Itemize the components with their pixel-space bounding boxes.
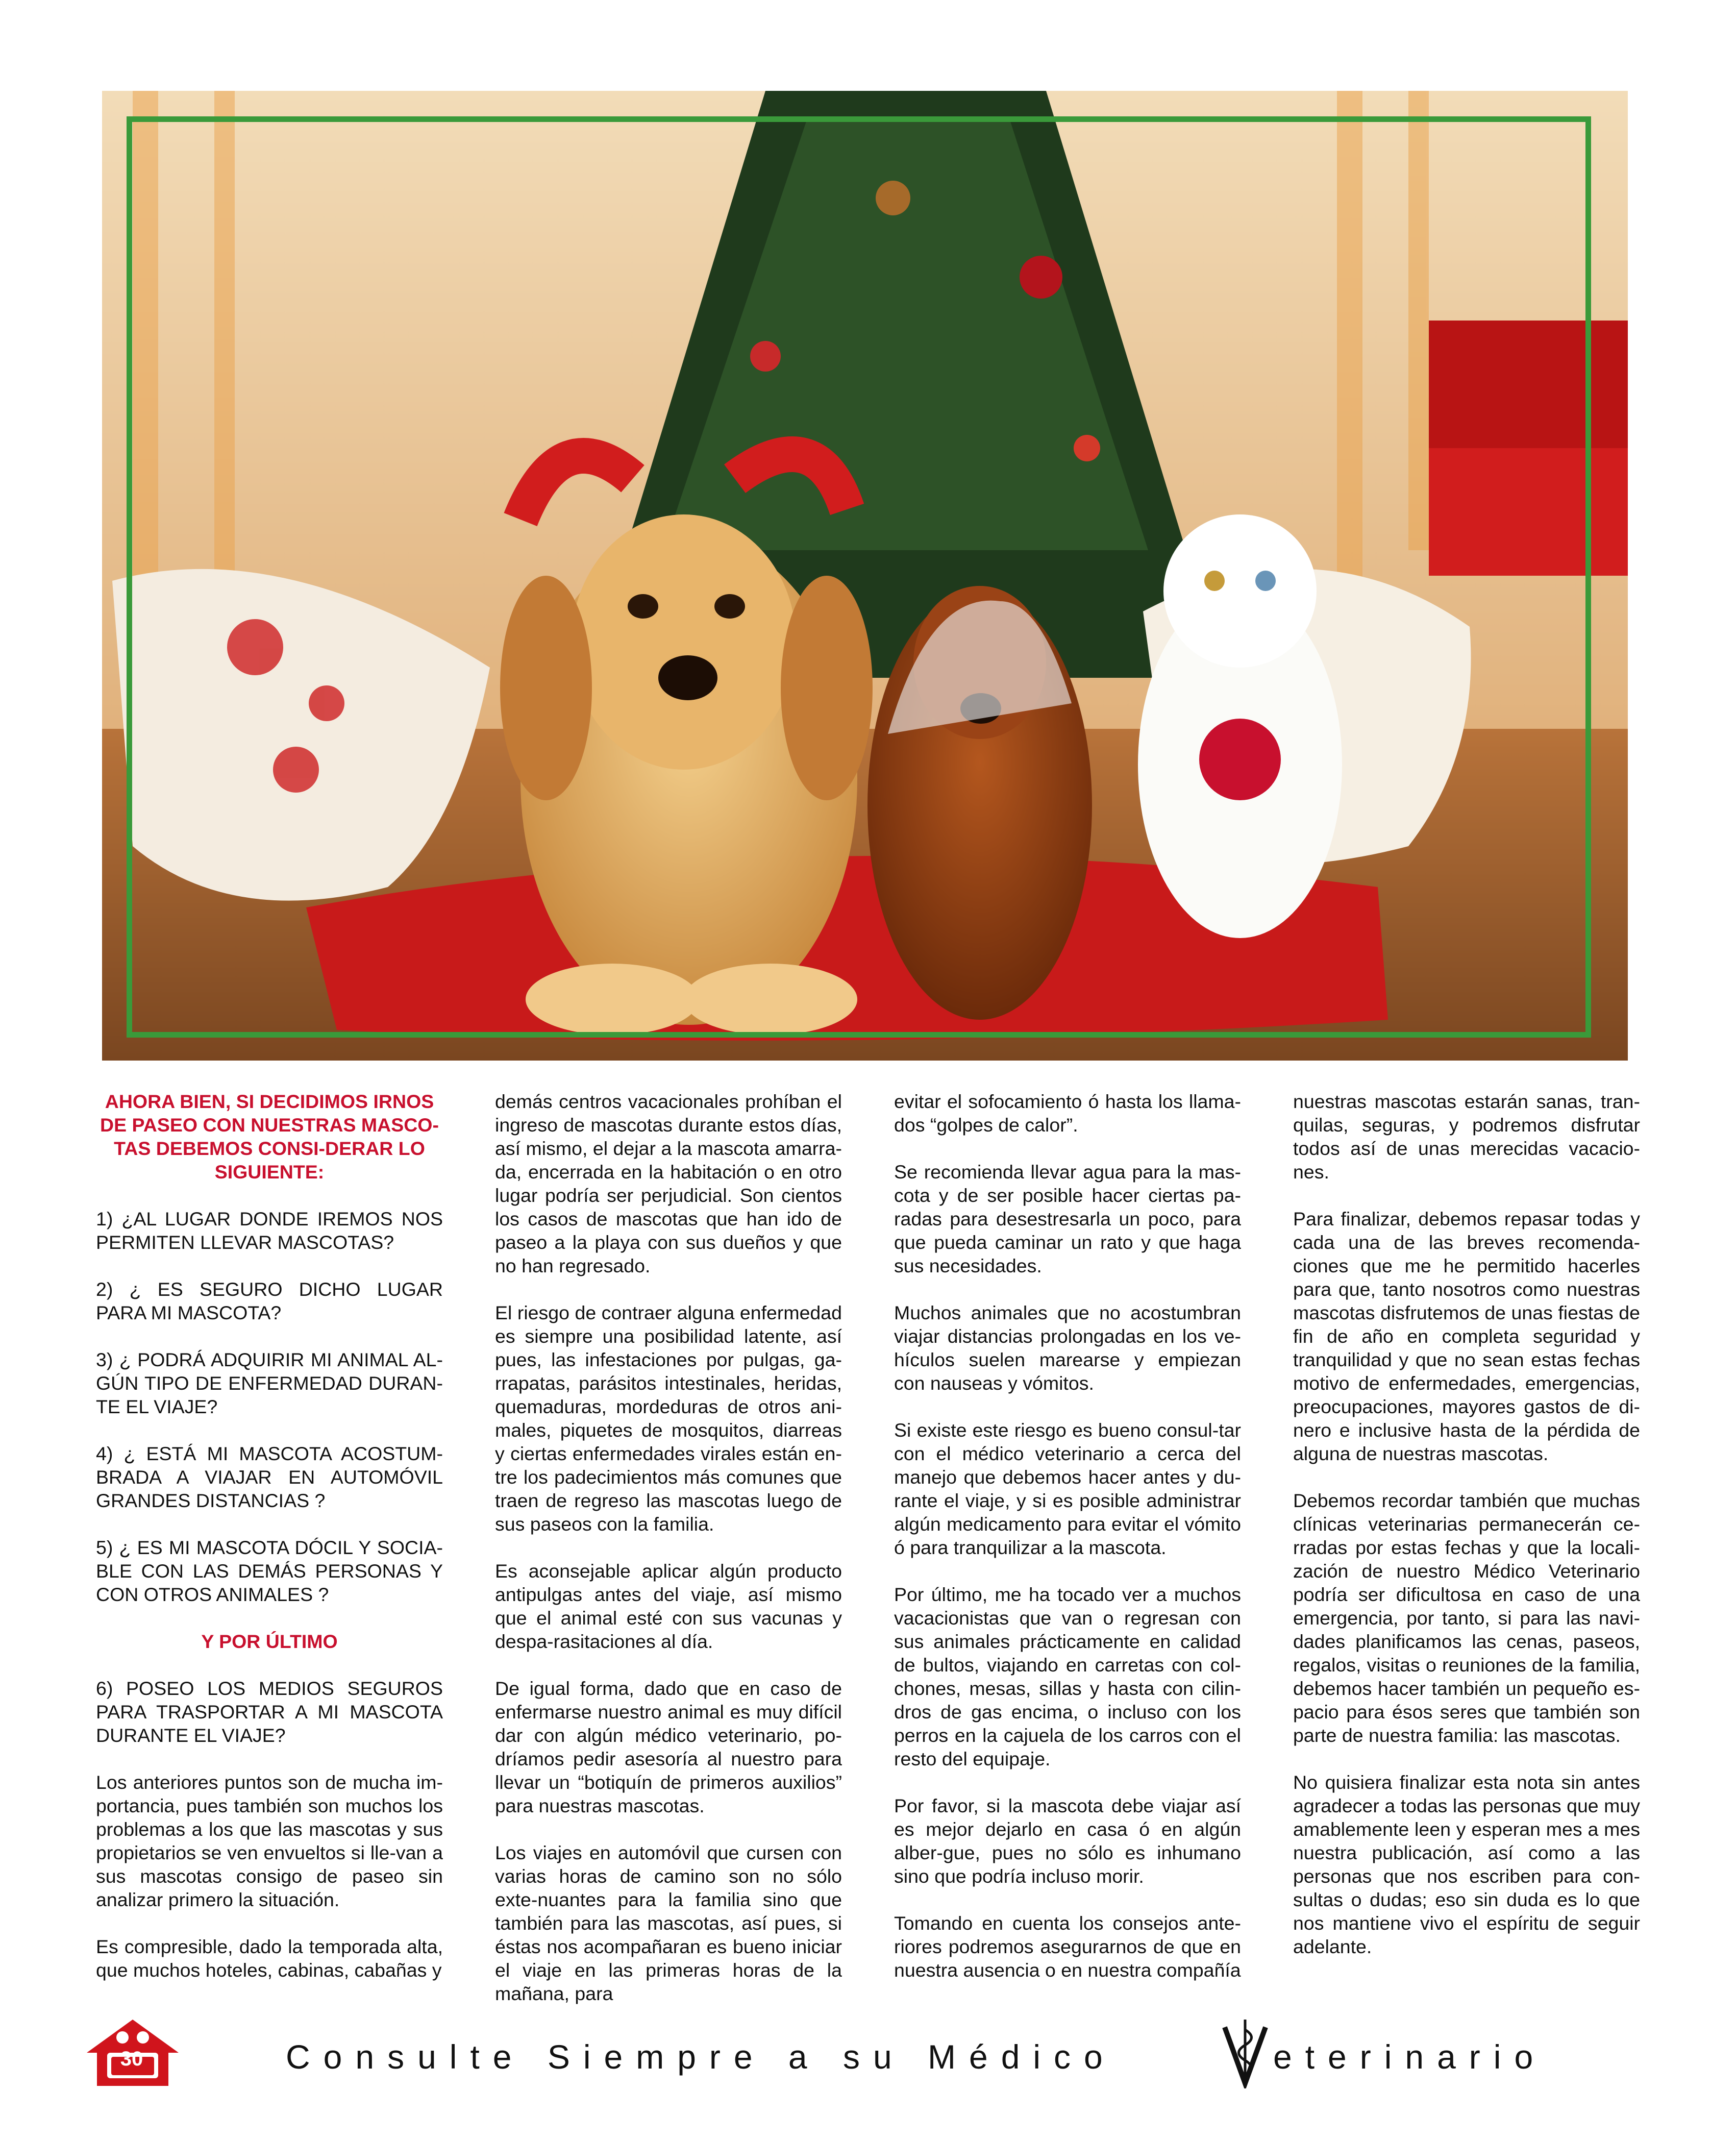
question-2: 2) ¿ ES SEGURO DICHO LUGAR PARA MI MASCOTA? (96, 1278, 443, 1323)
paragraph: Se recomienda llevar agua para la mas-cota y de ser posible hacer ciertas pa-radas para desestresarla un poco, para que pueda caminar un rato y que haga sus necesidades. (894, 1161, 1241, 1276)
subheading: Y POR ÚLTIMO (201, 1631, 338, 1652)
page-footer (82, 2017, 1653, 2088)
paragraph: Debemos recordar también que muchas clínicas veterinarias permanecerán ce-rradas por estas fechas y que la locali-zación de nuestro Médico Veterinario podría ser dificultosa en caso de una emergencia, por tanto, si para las navi-dades planificamos las cenas, paseos, regalos, visitas o reuniones de la familia, debemos hacer también un pequeño es-pacio para ésos seres que también son parte de nuestra familia: las mascotas. (1293, 1490, 1640, 1746)
footer-tagline: Consulte Siempre a su Médico (286, 2038, 1116, 2076)
paragraph: Los viajes en automóvil que cursen con varias horas de camino son no sólo exte-nuantes para la familia sino que también para las mascotas, así pues, si éstas nos acompañaran es bueno iniciar el viaje en las primeras horas de la mañana, para (495, 1842, 842, 2004)
question-1: 1) ¿AL LUGAR DONDE IREMOS NOS PERMITEN LLEVAR MASCOTAS? (96, 1208, 443, 1253)
footer-tagline-end: eterinario (1273, 2038, 1547, 2076)
paragraph: De igual forma, dado que en caso de enfermarse nuestro animal es muy difícil dar con algún médico veterinario, po-dríamos pedir asesoría al nuestro para llevar un “botiquín de primeros auxilios” para nuestras mascotas. (495, 1678, 842, 1816)
paragraph: nuestras mascotas estarán sanas, tran-quilas, seguras, y podremos disfrutar todos así de unas merecidas vacacio-nes. (1293, 1091, 1640, 1183)
paragraph: Por último, me ha tocado ver a muchos vacacionistas que van o regresan con sus animales prácticamente en calidad de bultos, viajando en carretas con col-chones, mesas, sillas y hasta con cilin-dros de gas encima, o incluso con los perros en la cajuela de los carros con el resto del equipaje. (894, 1584, 1241, 1769)
veterinary-caduceus-logo-icon (1220, 2017, 1271, 2088)
column-3 (894, 1090, 1241, 2005)
question-5: 5) ¿ ES MI MASCOTA DÓCIL Y SOCIA-BLE CON LAS DEMÁS PERSONAS Y CON OTROS ANIMALES ? (96, 1537, 443, 1605)
article-body (96, 1090, 1647, 2004)
paragraph: No quisiera finalizar esta nota sin antes agradecer a todas las personas que muy amablemente leen y esperan mes a mes nuestra publicación, así como a las personas que nos escriben para con-sultas o dudas; eso sin duda es lo que nos mantiene vivo el espíritu de seguir adelante. (1293, 1772, 1640, 1957)
paragraph: Para finalizar, debemos repasar todas y cada una de las breves recomenda-ciones que me he permitido hacerles para que, tanto nosotros como nuestras mascotas disfrutemos de unas fiestas de fin de año en completa seguridad y tranquilidad y que no sean estas fechas motivo de enfermedades, emergencias, preocupaciones, mayores gastos de di-nero e inclusive hasta de la pérdida de alguna de nuestras mascotas. (1293, 1208, 1640, 1464)
paragraph: Los anteriores puntos son de mucha im-portancia, pues también son muchos los problemas a los que las mascotas y sus propietarios se ven envueltos si lle-van a sus mascotas consigo de paseo sin analizar primero la situación. (96, 1772, 443, 1910)
column-4 (1293, 1090, 1640, 1982)
question-3: 3) ¿ PODRÁ ADQUIRIR MI ANIMAL AL-GÚN TIPO DE ENFERMEDAD DURAN-TE EL VIAJE? (96, 1349, 443, 1417)
paragraph: Es aconsejable aplicar algún producto antipulgas antes del viaje, así mismo que el animal esté con sus vacunas y despa-rasitaciones al día. (495, 1560, 842, 1652)
section-heading: AHORA BIEN, SI DECIDIMOS IRNOS DE PASEO CON NUESTRAS MASCO-TAS DEBEMOS CONSI-DERAR LO SIGUIENTE: (100, 1091, 439, 1183)
paragraph: Es compresible, dado la temporada alta, que muchos hoteles, cabinas, cabañas y (96, 1936, 443, 1981)
paragraph: demás centros vacacionales prohíban el ingreso de mascotas durante estos días, así mismo, el dejar a la mascota amarra-da, encerrada en la habitación o en otro lugar podría ser perjudicial. Son cientos los casos de mascotas que han ido de paseo a la playa con sus dueños y que no han regresado. (495, 1091, 842, 1276)
photo-frame-border (127, 116, 1591, 1038)
column-1 (96, 1090, 443, 2005)
paragraph: Tomando en cuenta los consejos ante-riores podremos asegurarnos de que en nuestra ausencia o en nuestra compañía (894, 1912, 1241, 1981)
paragraph: evitar el sofocamiento ó hasta los llama-dos “golpes de calor”. (894, 1091, 1241, 1136)
paragraph: El riesgo de contraer alguna enfermedad es siempre una posibilidad latente, así pues, las infestaciones por pulgas, ga-rrapatas, parásitos intestinales, heridas, quemaduras, mordeduras de otros ani-males, piquetes de mosquitos, diarreas y ciertas enfermedades virales están en-tre los padecimientos más comunes que traen de regreso las mascotas luego de sus paseos con la familia. (495, 1302, 842, 1535)
page-number: 30 (120, 2048, 143, 2070)
column-2 (495, 1090, 842, 2029)
paragraph: Si existe este riesgo es bueno consul-tar con el médico veterinario a cerca del manejo que debemos hacer antes y du-rante el viaje, y si es posible administrar algún medicamento para evitar el vómito ó para tranquilizar a la mascota. (894, 1419, 1241, 1558)
question-6: 6) POSEO LOS MEDIOS SEGUROS PARA TRASPORTAR A MI MASCOTA DURANTE EL VIAJE? (96, 1678, 443, 1746)
paragraph: Muchos animales que no acostumbran viajar distancias prolongadas en los ve-hículos suelen marearse y empiezan con nauseas y vómitos. (894, 1302, 1241, 1394)
question-4: 4) ¿ ESTÁ MI MASCOTA ACOSTUM-BRADA A VIAJAR EN AUTOMÓVIL GRANDES DISTANCIAS ? (96, 1443, 443, 1511)
paragraph: Por favor, si la mascota debe viajar así es mejor dejarlo en casa ó en algún alber-gue, pues no sólo es inhumano sino que podría incluso morir. (894, 1795, 1241, 1887)
